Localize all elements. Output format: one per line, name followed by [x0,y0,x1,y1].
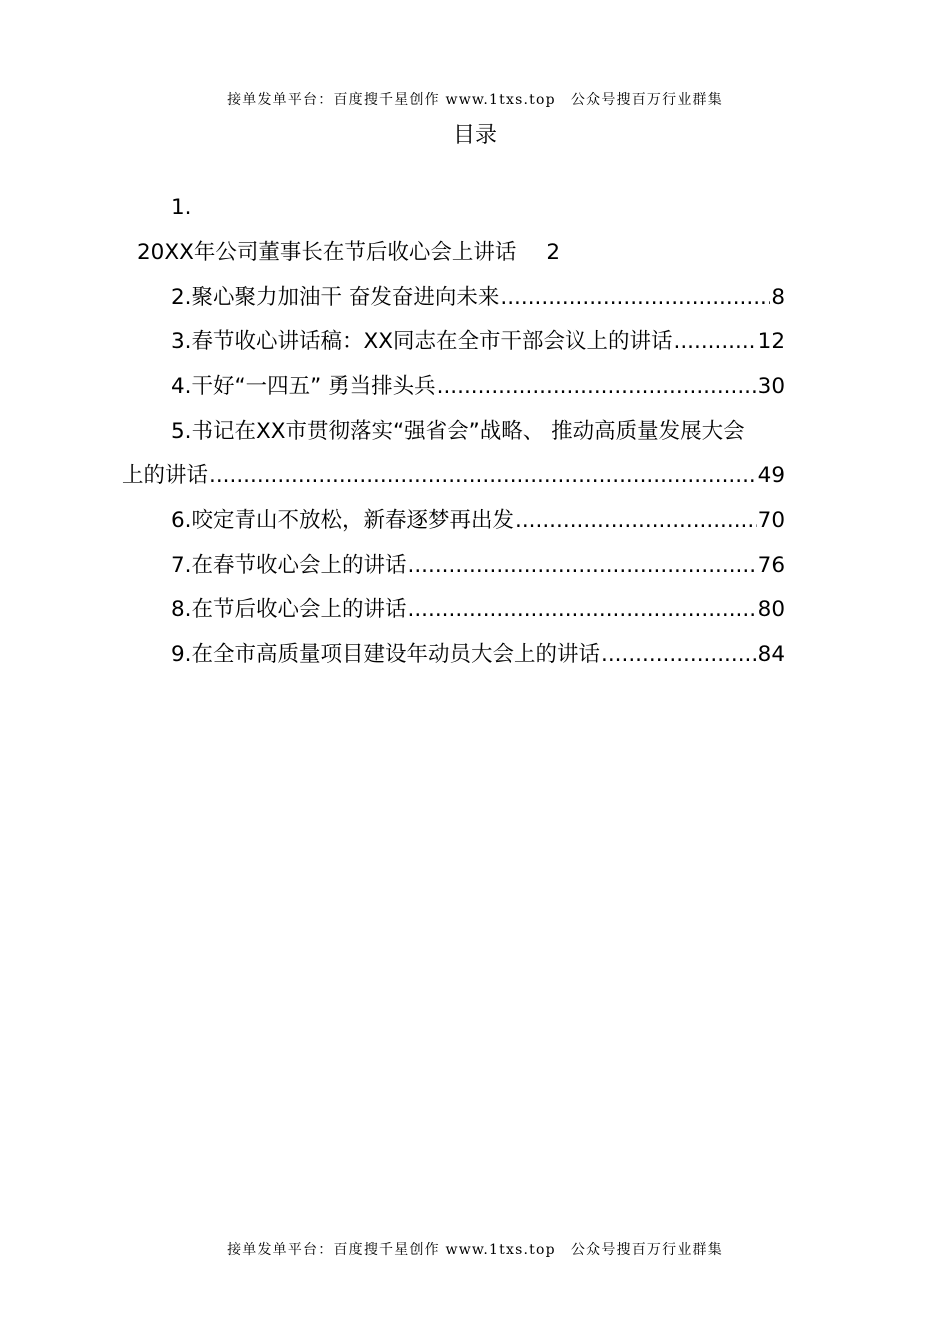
toc-entry-9[interactable] [171,640,785,670]
toc-leader-dots [500,283,770,313]
toc-entry-title: 3.春节收心讲话稿：XX同志在全市干部会议上的讲话 [171,329,673,354]
page-header-watermark: 接单发单平台：百度搜千星创作 www.1txs.top 公众号搜百万行业群集 [227,92,723,108]
toc-entry-title: 8.在节后收心会上的讲话 [171,597,407,622]
toc-leader-dots [437,372,757,402]
toc-entry-page: 2 [546,240,561,265]
toc-entry-page: 8 [771,285,785,310]
toc-entry-5-line-1[interactable] [171,417,745,447]
toc-entry-page: 70 [757,508,785,533]
toc-entry-page: 12 [757,329,785,354]
toc-entry-6[interactable] [171,506,785,536]
toc-entry-title: 上的讲话 [122,463,209,488]
toc-entry-3[interactable] [171,327,785,357]
toc-entry-2[interactable] [171,283,785,313]
toc-entry-title: 6.咬定青山不放松，新春逐梦再出发 [171,508,515,533]
toc-leader-dots [515,506,757,536]
toc-leader-dots [408,551,757,581]
toc-entry-page: 84 [757,642,785,667]
toc-entry-page: 49 [757,463,785,488]
toc-leader-dots [408,595,757,625]
toc-entry-7[interactable] [171,551,785,581]
page-footer-watermark: 接单发单平台：百度搜千星创作 www.1txs.top 公众号搜百万行业群集 [227,1242,723,1258]
toc-entry-page: 76 [757,553,785,578]
toc-entry-5-line-2[interactable] [122,461,785,491]
toc-entry-1[interactable] [137,238,560,268]
toc-leader-dots [673,327,756,357]
toc-entry-title: 20XX年公司董事长在节后收心会上讲话 [137,240,517,265]
toc-entry-number: 1. [171,195,192,220]
toc-entry-title: 2.聚心聚力加油干 奋发奋进向未来 [171,285,500,310]
toc-entry-title: 5.书记在XX市贯彻落实“强省会”战略、 推动高质量发展大会 [171,419,745,444]
toc-entry-1-number[interactable] [171,193,192,223]
toc-title: 目录 [452,123,497,148]
toc-leader-dots [209,461,757,491]
toc-entry-page: 30 [757,374,785,399]
toc-entry-page: 80 [757,597,785,622]
toc-entry-8[interactable] [171,595,785,625]
toc-entry-4[interactable] [171,372,785,402]
toc-leader-dots [601,640,757,670]
toc-entry-title: 9.在全市高质量项目建设年动员大会上的讲话 [171,642,601,667]
toc-entry-title: 4.干好“一四五” 勇当排头兵 [171,374,436,399]
toc-entry-title: 7.在春节收心会上的讲话 [171,553,407,578]
